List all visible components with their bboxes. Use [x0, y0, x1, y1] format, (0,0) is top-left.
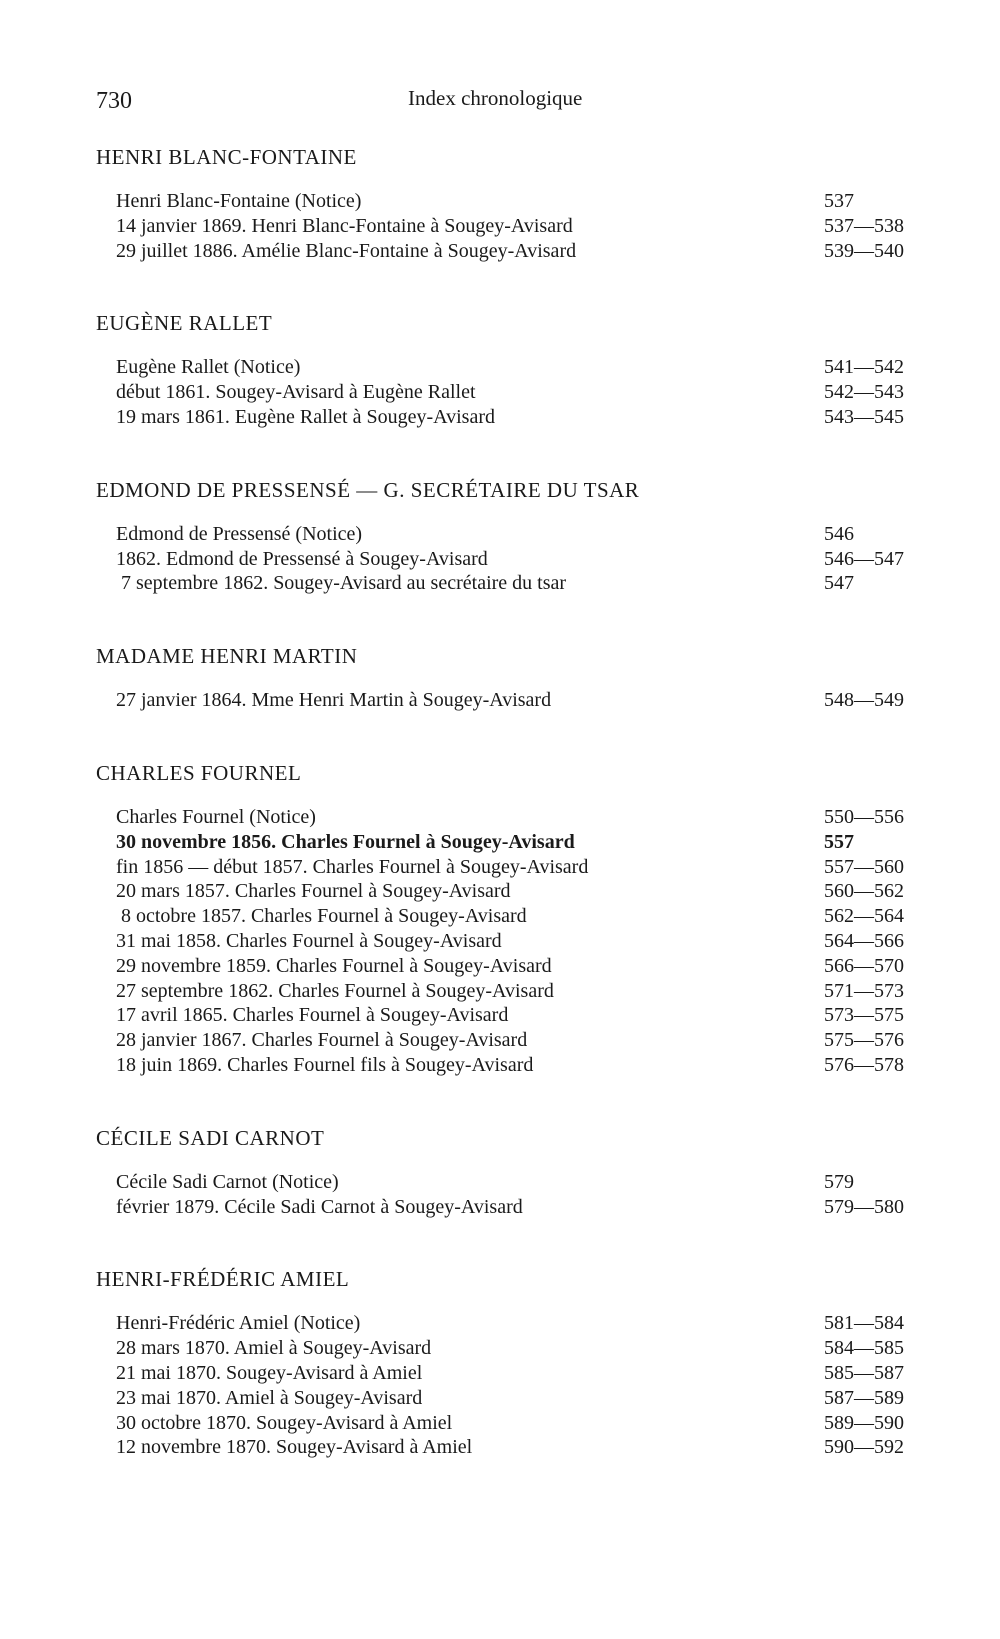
entry-text: 27 janvier 1864. Mme Henri Martin à Sougey-Avisard: [116, 689, 552, 712]
entry-text: Edmond de Pressensé (Notice): [116, 522, 363, 545]
entry-pages: 590—592: [824, 1436, 904, 1459]
section-title: MADAME HENRI MARTIN: [96, 644, 358, 669]
entry-pages: 546—547: [824, 547, 904, 570]
index-entry: [96, 1003, 916, 1028]
index-section: [96, 476, 916, 596]
index-section: [96, 759, 916, 1078]
entry-text: 8 octobre 1857. Charles Fournel à Sougey-Avisard: [116, 905, 527, 928]
entry-pages: 579—580: [824, 1195, 904, 1218]
entry-pages: 589—590: [824, 1411, 904, 1434]
index-entry: [96, 1336, 916, 1361]
index-entry: [96, 904, 916, 929]
index-entry: [96, 929, 916, 954]
section-title: EUGÈNE RALLET: [96, 311, 273, 336]
index-entry: [96, 355, 916, 380]
index-entry: [96, 1386, 916, 1411]
entry-pages: 537: [824, 190, 854, 212]
entry-text: Henri Blanc-Fontaine (Notice): [116, 190, 362, 212]
index-entry: [96, 405, 916, 430]
entry-text: 18 juin 1869. Charles Fournel fils à Sougey-Avisard: [116, 1053, 534, 1076]
entry-text: 12 novembre 1870. Sougey-Avisard à Amiel: [116, 1436, 473, 1459]
running-title: Index chronologique: [408, 86, 583, 110]
entry-text: 1862. Edmond de Pressensé à Sougey-Avisard: [116, 547, 488, 570]
index-entry: [96, 688, 916, 713]
index-entry: [96, 805, 916, 830]
entry-pages: 539—540: [824, 239, 904, 262]
index-entry: [96, 830, 916, 855]
index-entry: [96, 571, 916, 596]
index-entry: [96, 522, 916, 547]
index-entry: [96, 1435, 916, 1460]
entry-pages: 557—560: [824, 855, 904, 878]
entry-pages: 585—587: [824, 1361, 904, 1384]
entry-text: 23 mai 1870. Amiel à Sougey-Avisard: [116, 1386, 423, 1409]
index-entry: [96, 189, 916, 214]
entry-pages: 564—566: [824, 929, 904, 952]
entry-text: 28 mars 1870. Amiel à Sougey-Avisard: [116, 1337, 432, 1360]
index-entry: [96, 979, 916, 1004]
entry-pages: 537—538: [824, 214, 904, 237]
index-entry: [96, 380, 916, 405]
page-number: 730: [96, 88, 132, 114]
entry-text: 29 juillet 1886. Amélie Blanc-Fontaine à Sougey-Avisard: [116, 239, 577, 262]
index-section: [96, 143, 916, 263]
entry-text: 21 mai 1870. Sougey-Avisard à Amiel: [116, 1361, 423, 1384]
entry-pages: 573—575: [824, 1004, 904, 1027]
entry-pages: 560—562: [824, 880, 904, 903]
section-title: EDMOND DE PRESSENSÉ — G. SECRÉTAIRE DU TSAR: [96, 477, 640, 502]
entry-pages: 575—576: [824, 1029, 904, 1052]
entry-pages: 547: [824, 572, 854, 595]
index-entry: [96, 1311, 916, 1336]
entry-pages: 562—564: [824, 905, 904, 928]
entry-text: 20 mars 1857. Charles Fournel à Sougey-Avisard: [116, 880, 511, 903]
index-entry: [96, 1170, 916, 1195]
entry-text: 28 janvier 1867. Charles Fournel à Sougey-Avisard: [116, 1029, 528, 1052]
entry-pages: 576—578: [824, 1053, 904, 1076]
entry-pages: 557: [824, 830, 854, 853]
entry-pages: 587—589: [824, 1386, 904, 1409]
entry-pages: 543—545: [824, 405, 904, 428]
section-title: CHARLES FOURNEL: [96, 760, 302, 785]
entry-pages: 550—556: [824, 805, 904, 828]
entry-pages: 546: [824, 522, 854, 545]
entry-text: 27 septembre 1862. Charles Fournel à Sougey-Avisard: [116, 979, 554, 1002]
entry-pages: 566—570: [824, 954, 904, 977]
section-title: HENRI-FRÉDÉRIC AMIEL: [96, 1267, 350, 1292]
entry-text: 30 novembre 1856. Charles Fournel à Sougey-Avisard: [116, 830, 575, 853]
section-title: CÉCILE SADI CARNOT: [96, 1125, 325, 1150]
entry-text: Charles Fournel (Notice): [116, 805, 316, 828]
index-entry: [96, 954, 916, 979]
entry-pages: 579: [824, 1170, 854, 1193]
index-entry: [96, 855, 916, 880]
entry-pages: 571—573: [824, 979, 904, 1002]
index-entry: [96, 547, 916, 572]
entry-text: fin 1856 — début 1857. Charles Fournel à Sougey-Avisard: [116, 855, 589, 878]
entry-text: 19 mars 1861. Eugène Rallet à Sougey-Avisard: [116, 405, 495, 428]
entry-text: 7 septembre 1862. Sougey-Avisard au secrétaire du tsar: [116, 572, 567, 595]
section-title: HENRI BLANC-FONTAINE: [96, 145, 357, 169]
index-entry: [96, 239, 916, 264]
index-section: [96, 1265, 916, 1460]
entry-text: 17 avril 1865. Charles Fournel à Sougey-Avisard: [116, 1004, 509, 1027]
index-entry: [96, 1361, 916, 1386]
entry-text: Henri-Frédéric Amiel (Notice): [116, 1312, 361, 1335]
index-entry: [96, 1411, 916, 1436]
entry-text: février 1879. Cécile Sadi Carnot à Sougey-Avisard: [116, 1195, 523, 1218]
entry-pages: 541—542: [824, 356, 904, 379]
index-sections: [96, 143, 916, 1506]
entry-pages: 548—549: [824, 689, 904, 712]
index-section: [96, 309, 916, 429]
entry-text: 29 novembre 1859. Charles Fournel à Sougey-Avisard: [116, 954, 552, 977]
entry-text: 14 janvier 1869. Henri Blanc-Fontaine à Sougey-Avisard: [116, 214, 573, 237]
index-entry: [96, 1028, 916, 1053]
entry-text: 30 octobre 1870. Sougey-Avisard à Amiel: [116, 1411, 453, 1434]
entry-text: Cécile Sadi Carnot (Notice): [116, 1170, 339, 1193]
entry-text: Eugène Rallet (Notice): [116, 356, 301, 379]
entry-pages: 584—585: [824, 1337, 904, 1360]
entry-pages: 581—584: [824, 1312, 904, 1335]
index-entry: [96, 1195, 916, 1220]
entry-pages: 542—543: [824, 381, 904, 404]
index-entry: [96, 1053, 916, 1078]
index-entry: [96, 879, 916, 904]
index-entry: [96, 214, 916, 239]
entry-text: 31 mai 1858. Charles Fournel à Sougey-Avisard: [116, 929, 502, 952]
entry-text: début 1861. Sougey-Avisard à Eugène Rallet: [116, 381, 476, 404]
index-section: [96, 1124, 916, 1220]
index-section: [96, 642, 916, 713]
